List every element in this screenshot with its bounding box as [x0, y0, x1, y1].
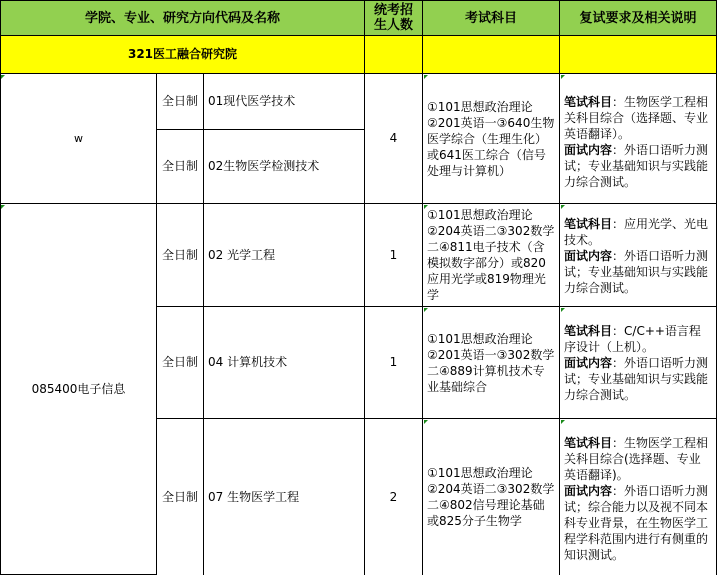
exam-subjects: ①101思想政治理论②201英语一③302数学二④889计算机技术专业基础综合 [423, 307, 560, 419]
direction-name: 07 生物医学工程 [204, 419, 365, 575]
study-mode: 全日制 [157, 307, 204, 419]
institute-quota [365, 36, 423, 74]
interview-text: ：外语口语听力测试；专业基础知识与实践能力综合测试。 [564, 356, 709, 402]
institute-exam [423, 36, 560, 74]
header-program: 学院、专业、研究方向代码及名称 [0, 0, 365, 36]
direction-name: 04 计算机技术 [204, 307, 365, 419]
major-label: w [74, 132, 83, 145]
cell-marker-icon [424, 420, 428, 424]
header-quota: 统考招生人数 [365, 0, 423, 36]
study-mode: 全日制 [157, 204, 204, 307]
written-text: ：应用光学、光电技术。 [564, 217, 709, 247]
header-exam: 考试科目 [423, 0, 560, 36]
study-mode: 全日制 [157, 130, 204, 204]
exam-subjects: ①101思想政治理论②201英语一③640生物医学综合（生理生化）或641医工综合（信号处理与计算机） [423, 74, 560, 204]
retest-notes [560, 307, 717, 419]
interview-label: 面试内容 [564, 484, 613, 498]
cell-marker-icon [561, 75, 565, 79]
cell-marker-icon [561, 308, 565, 312]
quota-value: 2 [365, 419, 423, 575]
cell-marker-icon [561, 205, 565, 209]
written-text: ：生物医学工程相关科目综合(选择题、专业英语翻译)。 [564, 436, 709, 482]
interview-text: ：外语口语听力测试；专业基础知识与实践能力综合测试。 [564, 143, 709, 189]
cell-marker-icon [424, 205, 428, 209]
major-cell [0, 74, 157, 204]
study-mode: 全日制 [157, 74, 204, 130]
major-cell [0, 204, 157, 575]
cell-marker-icon [1, 75, 5, 79]
quota-value: 1 [365, 204, 423, 307]
retest-notes [560, 204, 717, 307]
interview-label: 面试内容 [564, 249, 613, 263]
exam-subjects: ①101思想政治理论②204英语二③302数学二④802信号理论基础或825分子生物学 [423, 419, 560, 575]
written-label: 笔试科目 [564, 95, 613, 109]
study-mode: 全日制 [157, 419, 204, 575]
written-text: ：C/C++语言程序设计（上机）。 [564, 324, 701, 354]
written-label: 笔试科目 [564, 217, 613, 231]
institute-name [0, 36, 365, 74]
quota-value: 1 [365, 307, 423, 419]
written-label: 笔试科目 [564, 436, 613, 450]
major-label: 085400电子信息 [31, 381, 126, 396]
institute-retest [560, 36, 717, 74]
cell-marker-icon [1, 205, 5, 209]
retest-notes [560, 419, 717, 575]
written-label: 笔试科目 [564, 324, 613, 338]
interview-label: 面试内容 [564, 143, 613, 157]
header-retest: 复试要求及相关说明 [560, 0, 717, 36]
direction-name: 02 光学工程 [204, 204, 365, 307]
cell-marker-icon [424, 75, 428, 79]
direction-name: 01现代医学技术 [204, 74, 365, 130]
cell-marker-icon [561, 420, 565, 424]
interview-label: 面试内容 [564, 356, 613, 370]
retest-notes [560, 74, 717, 204]
institute-label: 321医工融合研究院 [127, 47, 238, 61]
direction-name: 02生物医学检测技术 [204, 130, 365, 204]
quota-value: 4 [365, 74, 423, 204]
written-text: ：生物医学工程相关科目综合（选择题、专业英语翻译）。 [564, 95, 709, 141]
interview-text: ：外语口语听力测试；专业基础知识与实践能力综合测试。 [564, 249, 709, 295]
interview-text: ：外语口语听力测试；综合能力以及视不同本科专业背景，在生物医学工程学科范围内进行有侧重的知识测试。 [564, 484, 709, 562]
cell-marker-icon [424, 308, 428, 312]
exam-subjects: ①101思想政治理论②204英语二③302数学二④811电子技术（含模拟数字部分）或820应用光学或819物理光学 [423, 204, 560, 307]
